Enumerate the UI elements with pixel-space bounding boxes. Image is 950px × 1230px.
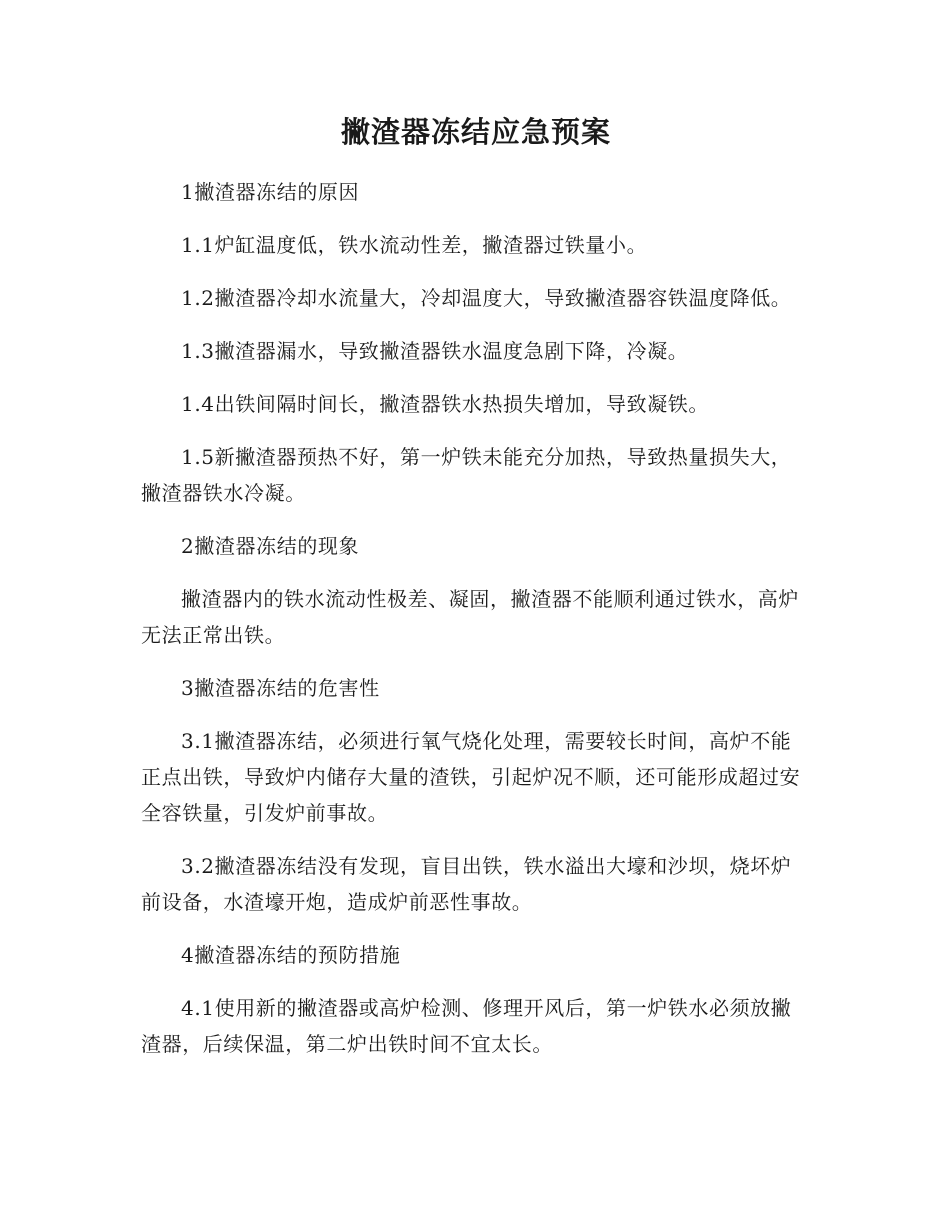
- paragraph-phenomena: 撇渣器内的铁水流动性极差、凝固，撇渣器不能顺利通过铁水，高炉无法正常出铁。: [141, 587, 799, 647]
- paragraph-3-1: 3.1撇渣器冻结，必须进行氧气烧化处理，需要较长时间，高炉不能正点出铁，导致炉内储存大量的渣铁，引起炉况不顺，还可能形成超过安全容铁量，引发炉前事故。: [141, 729, 801, 825]
- paragraph-1-1: 1.1炉缸温度低，铁水流动性差，撇渣器过铁量小。: [181, 233, 648, 257]
- paragraph-1-5: 1.5新撇渣器预热不好，第一炉铁未能充分加热，导致热量损失大，撇渣器铁水冷凝。: [141, 445, 792, 505]
- paragraph-1-3: 1.3撇渣器漏水，导致撇渣器铁水温度急剧下降，冷凝。: [181, 339, 689, 363]
- paragraph-1-4: 1.4出铁间隔时间长，撇渣器铁水热损失增加，导致凝铁。: [181, 392, 710, 416]
- document-body: [141, 112, 811, 1079]
- section-heading-prevention: 4撇渣器冻结的预防措施: [181, 943, 401, 967]
- paragraph-4-1: 4.1使用新的撇渣器或高炉检测、修理开风后，第一炉铁水必须放撇渣器，后续保温，第二炉出铁时间不宜太长。: [141, 996, 792, 1056]
- section-heading-phenomena: 2撇渣器冻结的现象: [181, 534, 360, 558]
- paragraph-3-2: 3.2撇渣器冻结没有发现，盲目出铁，铁水溢出大壕和沙坝，烧坏炉前设备，水渣壕开炮，造成炉前恶性事故。: [141, 854, 792, 914]
- document-title: 撇渣器冻结应急预案: [340, 115, 611, 149]
- section-heading-hazards: 3撇渣器冻结的危害性: [181, 676, 380, 700]
- paragraph-1-2: 1.2撇渣器冷却水流量大，冷却温度大，导致撇渣器容铁温度降低。: [181, 286, 792, 310]
- section-heading-causes: 1撇渣器冻结的原因: [181, 180, 360, 204]
